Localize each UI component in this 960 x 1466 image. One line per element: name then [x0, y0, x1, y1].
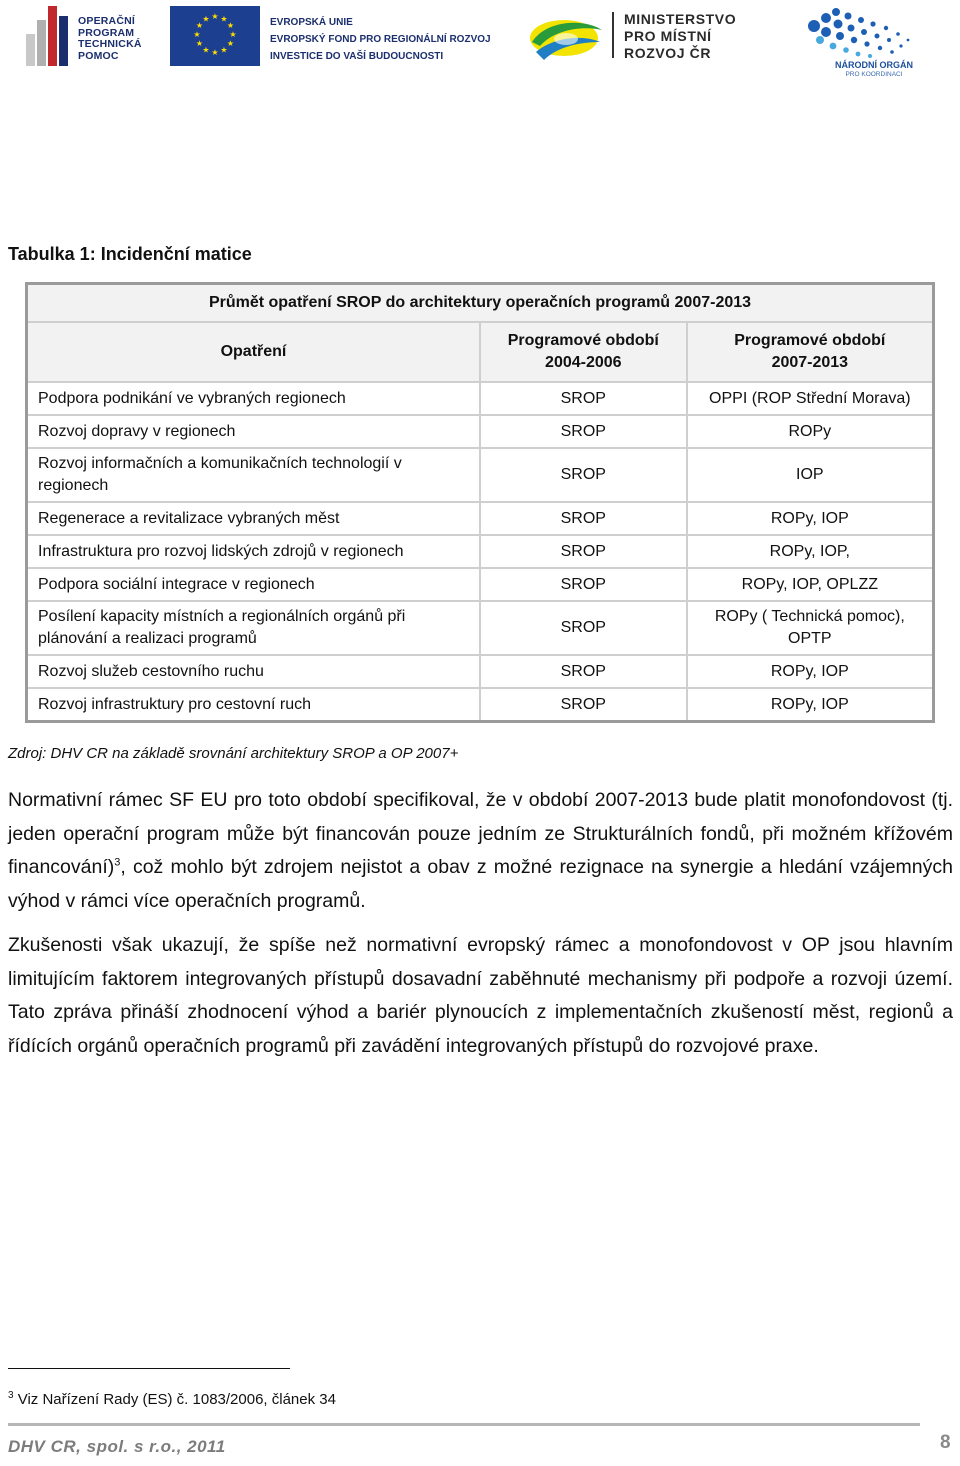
paragraph-experience: Zkušenosti však ukazují, že spíše než normativní evropský rámec a monofondovost v OP jsou hlavním limitujícím faktorem integrovaných přístupů dosavadní zaběhnuté mechanismy při podpoře a rozvoji území. Tato zpráva přináší zhodnocení výhod a bariér plynoucích z implementačních zkušeností měst, regionů a řídících orgánů operačních programů při zavádění integrovaných přístupů do rozvojové praxe. — [8, 934, 953, 1057]
row-program-2007: ROPy ( Technická pomoc), OPTP — [687, 601, 934, 655]
row-program-2004: SROP — [480, 655, 687, 688]
table-row — [27, 502, 934, 535]
page-number: 8 — [940, 1432, 951, 1453]
paragraph-text: , což mohlo být zdrojem nejistot a obav z možné rezignace na synergie a hledání vzájemných výhod v rámci více operačních programů. — [8, 856, 953, 912]
table-row — [27, 415, 934, 448]
svg-text:★: ★ — [229, 30, 237, 39]
row-program-2007: ROPy, IOP, OPLZZ — [687, 568, 934, 601]
paragraph-monofund — [8, 784, 953, 918]
svg-text:★: ★ — [226, 39, 235, 48]
svg-text:★: ★ — [193, 30, 201, 39]
row-program-2004: SROP — [480, 568, 687, 601]
column-header-period-2007: Programové období 2007-2013 — [687, 322, 934, 382]
column-header-opatreni: Opatření — [27, 322, 480, 382]
table-source-note: Zdroj: DHV CR na základě srovnání architektury SROP a OP 2007+ — [8, 745, 459, 762]
logo-header — [0, 0, 960, 95]
row-program-2007: ROPy, IOP — [687, 655, 934, 688]
table-title: Tabulka 1: Incidenční matice — [8, 244, 252, 264]
row-program-2004: SROP — [480, 382, 687, 415]
row-measure: Infrastruktura pro rozvoj lidských zdrojů v regionech — [27, 535, 480, 568]
row-measure: Podpora sociální integrace v regionech — [27, 568, 480, 601]
row-measure: Rozvoj služeb cestovního ruchu — [27, 655, 480, 688]
row-program-2004: SROP — [480, 601, 687, 655]
table-row — [27, 535, 934, 568]
row-program-2007: OPPI (ROP Střední Morava) — [687, 382, 934, 415]
optp-logo-text: OPERAČNÍ PROGRAM TECHNICKÁ POMOC — [78, 15, 142, 62]
row-program-2004: SROP — [480, 448, 687, 502]
row-program-2007: ROPy — [687, 415, 934, 448]
row-program-2007: ROPy, IOP, — [687, 535, 934, 568]
footnote-separator — [8, 1368, 290, 1369]
footnote — [8, 1391, 336, 1408]
svg-text:★: ★ — [202, 45, 210, 55]
svg-text:★: ★ — [211, 48, 219, 57]
footer-company: DHV CR, spol. s r.o., 2011 — [8, 1437, 226, 1456]
table-row — [27, 448, 934, 502]
optp-bars-icon — [26, 6, 74, 66]
row-program-2007: ROPy, IOP — [687, 688, 934, 722]
column-header-period-2004: Programové období 2004-2006 — [480, 322, 687, 382]
table-row — [27, 688, 934, 722]
optp-logo — [26, 6, 156, 68]
svg-text:★: ★ — [195, 21, 204, 30]
eu-flag-icon — [170, 6, 260, 66]
row-measure: Rozvoj dopravy v regionech — [27, 415, 480, 448]
row-program-2004: SROP — [480, 535, 687, 568]
row-measure: Rozvoj informačních a komunikačních technologií v regionech — [27, 448, 480, 502]
nok-logo-text: NÁRODNÍ ORGÁN PRO KOORDINACI — [835, 60, 913, 78]
svg-text:★: ★ — [220, 45, 228, 55]
incidence-matrix — [25, 282, 935, 723]
svg-text:★: ★ — [202, 14, 210, 24]
eu-logo-text: EVROPSKÁ UNIE EVROPSKÝ FOND PRO REGIONÁLNÍ ROZVOJ INVESTICE DO VAŠÍ BUDOUCNOSTI — [270, 17, 491, 62]
row-program-2004: SROP — [480, 688, 687, 722]
mmr-divider — [612, 12, 614, 58]
row-measure: Regenerace a revitalizace vybraných měst — [27, 502, 480, 535]
incidence-matrix-table — [25, 282, 935, 723]
table-supertitle: Průmět opatření SROP do architektury operačních programů 2007-2013 — [27, 284, 934, 323]
row-program-2004: SROP — [480, 415, 687, 448]
row-measure: Posílení kapacity místních a regionálních orgánů při plánování a realizaci programů — [27, 601, 480, 655]
table-row — [27, 568, 934, 601]
footnote-text: Viz Nařízení Rady (ES) č. 1083/2006, článek 34 — [13, 1391, 336, 1408]
mmr-logo-text: MINISTERSTVO PRO MÍSTNÍ ROZVOJ ČR — [624, 11, 737, 61]
table-row — [27, 382, 934, 415]
table-row — [27, 655, 934, 688]
row-program-2007: ROPy, IOP — [687, 502, 934, 535]
row-program-2004: SROP — [480, 502, 687, 535]
svg-text:★: ★ — [211, 12, 219, 21]
paragraph-text: Normativní rámec SF EU pro toto období specifikoval, že v období 2007-2013 bude platit monofondovost (tj. jeden operační program může být financován pouze jedním ze Strukturálních fondů, při možném křížovém financování) — [8, 789, 953, 878]
table-row — [27, 601, 934, 655]
footnote-reference[interactable]: 3 — [114, 856, 121, 869]
footer-divider — [8, 1423, 920, 1426]
footnote-number: 3 — [8, 1390, 14, 1401]
svg-text:★: ★ — [195, 39, 204, 48]
srop-logo-icon — [526, 12, 606, 68]
svg-text:★: ★ — [226, 21, 235, 30]
row-program-2007: IOP — [687, 448, 934, 502]
svg-text:★: ★ — [220, 14, 228, 24]
row-measure: Podpora podnikání ve vybraných regionech — [27, 382, 480, 415]
row-measure: Rozvoj infrastruktury pro cestovní ruch — [27, 688, 480, 722]
